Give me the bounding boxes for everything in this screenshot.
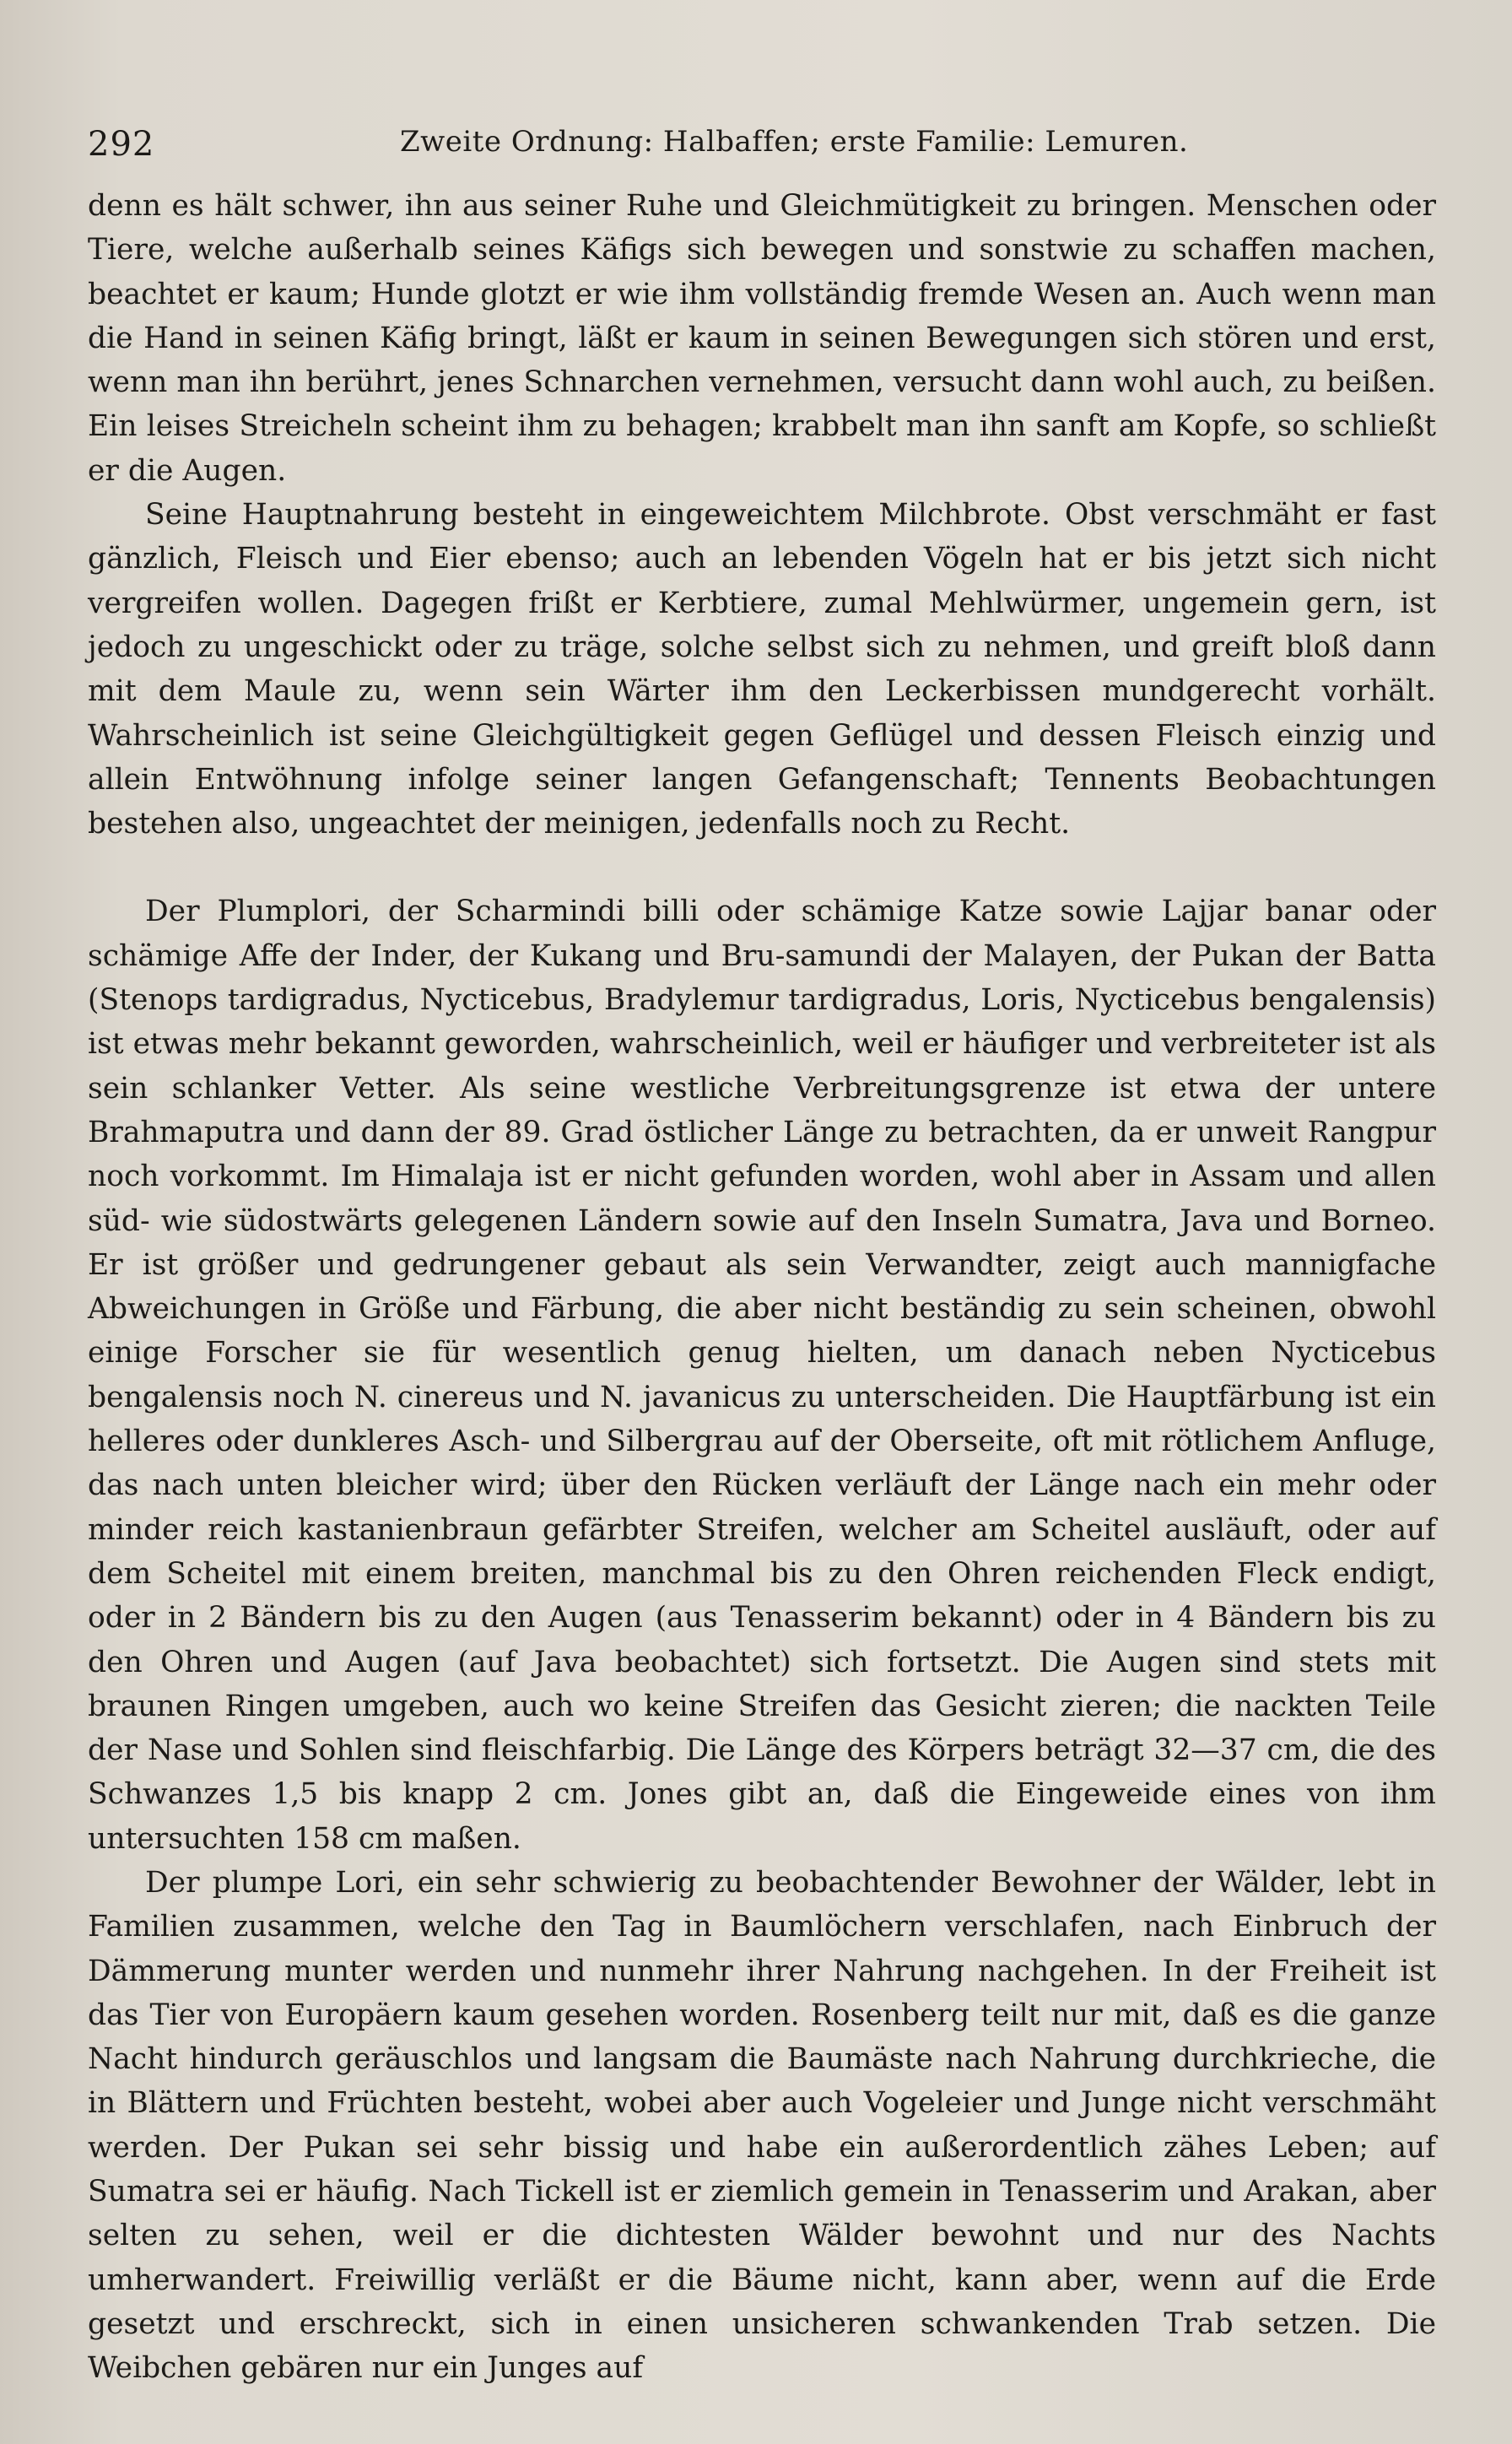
paragraph-nutrition: Seine Hauptnahrung besteht in eingeweichtem Milchbrote. Obst verschmäht er fast gänzlich, Fleisch und Eier ebenso; auch an lebenden Vögeln hat er bis jetzt sich nicht vergreifen wollen. Dagegen frißt er Kerbtiere, zumal Mehlwürmer, ungemein gern, ist jedoch zu ungeschickt oder zu träge, solche selbst sich zu nehmen, und greift bloß dann mit dem Maule zu, wenn sein Wärter ihm den Leckerbissen mundgerecht vorhält. Wahrscheinlich ist seine Gleichgültigkeit gegen Geflügel und dessen Fleisch einzig und allein Entwöhnung infolge seiner langen Gefangenschaft; Tennents Beobachtungen bestehen also, ungeachtet der meinigen, jedenfalls noch zu Recht. (88, 498, 1436, 841)
page-body (88, 184, 1436, 2391)
page-number: 292 (88, 125, 155, 164)
running-head: Zweite Ordnung: Halbaffen; erste Familie: Lemuren. (400, 125, 1189, 159)
paragraph-plumplori: Der Plumplori, der Scharmindi billi oder schämige Katze sowie Lajjar banar oder schämige Affe der Inder, der Kukang und Bru-samundi der Malayen, der Pukan der Batta (Stenops tardigradus, Nycticebus, Bradylemur tardigradus, Loris, Nycticebus bengalensis) ist etwas mehr bekannt geworden, wahrscheinlich, weil er häufiger und verbreiteter ist als sein schlanker Vetter. Als seine westliche Verbreitungsgrenze ist etwa der untere Brahmaputra und dann der 89. Grad östlicher Länge zu betrachten, da er unweit Rangpur noch vorkommt. Im Himalaja ist er nicht gefunden worden, wohl aber in Assam und allen süd- wie südostwärts gelegenen Ländern sowie auf den Inseln Sumatra, Java und Borneo. Er ist größer und gedrungener gebaut als sein Verwandter, zeigt auch mannigfache Abweichungen in Größe und Färbung, die aber nicht beständig zu sein scheinen, obwohl einige Forscher sie für wesentlich genug hielten, um danach neben Nycticebus bengalensis noch N. cinereus und N. javanicus zu unterscheiden. Die Hauptfärbung ist ein helleres oder dunkleres Asch- und Silbergrau auf der Oberseite, oft mit rötlichem Anfluge, das nach unten bleicher wird; über den Rücken verläuft der Länge nach ein mehr oder minder reich kastanienbraun gefärbter Streifen, welcher am Scheitel ausläuft, oder auf dem Scheitel mit einem breiten, manchmal bis zu den Ohren reichenden Fleck endigt, oder in 2 Bändern bis zu den Augen (aus Tenasserim bekannt) oder in 4 Bändern bis zu den Ohren und Augen (auf Java beobachtet) sich fortsetzt. Die Augen sind stets mit braunen Ringen umgeben, auch wo keine Streifen das Gesicht zieren; die nackten Teile der Nase und Sohlen sind fleischfarbig. Die Länge des Körpers beträgt 32—37 cm, die des Schwanzes 1,5 bis knapp 2 cm. Jones gibt an, daß die Eingeweide eines von ihm untersuchten 158 cm maßen. (88, 895, 1436, 1856)
paragraph-continuation: denn es hält schwer, ihn aus seiner Ruhe und Gleichmütigkeit zu bringen. Menschen oder Tiere, welche außerhalb seines Käfigs sich bewegen und sonstwie zu schaffen machen, beachtet er kaum; Hunde glotzt er wie ihm vollständig fremde Wesen an. Auch wenn man die Hand in seinen Käfig bringt, läßt er kaum in seinen Bewegungen sich stören und erst, wenn man ihn berührt, jenes Schnarchen vernehmen, versucht dann wohl auch, zu beißen. Ein leises Streicheln scheint ihm zu behagen; krabbelt man ihn sanft am Kopfe, so schließt er die Augen. (88, 189, 1436, 488)
paragraph-behavior: Der plumpe Lori, ein sehr schwierig zu beobachtender Bewohner der Wälder, lebt in Familien zusammen, welche den Tag in Baumlöchern verschlafen, nach Einbruch der Dämmerung munter werden und nunmehr ihrer Nahrung nachgehen. In der Freiheit ist das Tier von Europäern kaum gesehen worden. Rosenberg teilt nur mit, daß es die ganze Nacht hindurch geräuschlos und langsam die Baumäste nach Nahrung durchkrieche, die in Blättern und Früchten besteht, wobei aber auch Vogeleier und Junge nicht verschmäht werden. Der Pukan sei sehr bissig und habe ein außerordentlich zähes Leben; auf Sumatra sei er häufig. Nach Tickell ist er ziemlich gemein in Tenasserim und Arakan, aber selten zu sehen, weil er die dichtesten Wälder bewohnt und nur des Nachts umherwandert. Freiwillig verläßt er die Bäume nicht, kann aber, wenn auf die Erde gesetzt und erschreckt, sich in einen unsicheren schwankenden Trab setzen. Die Weibchen gebären nur ein Junges auf (88, 1865, 1436, 2386)
page-header (88, 125, 1472, 176)
